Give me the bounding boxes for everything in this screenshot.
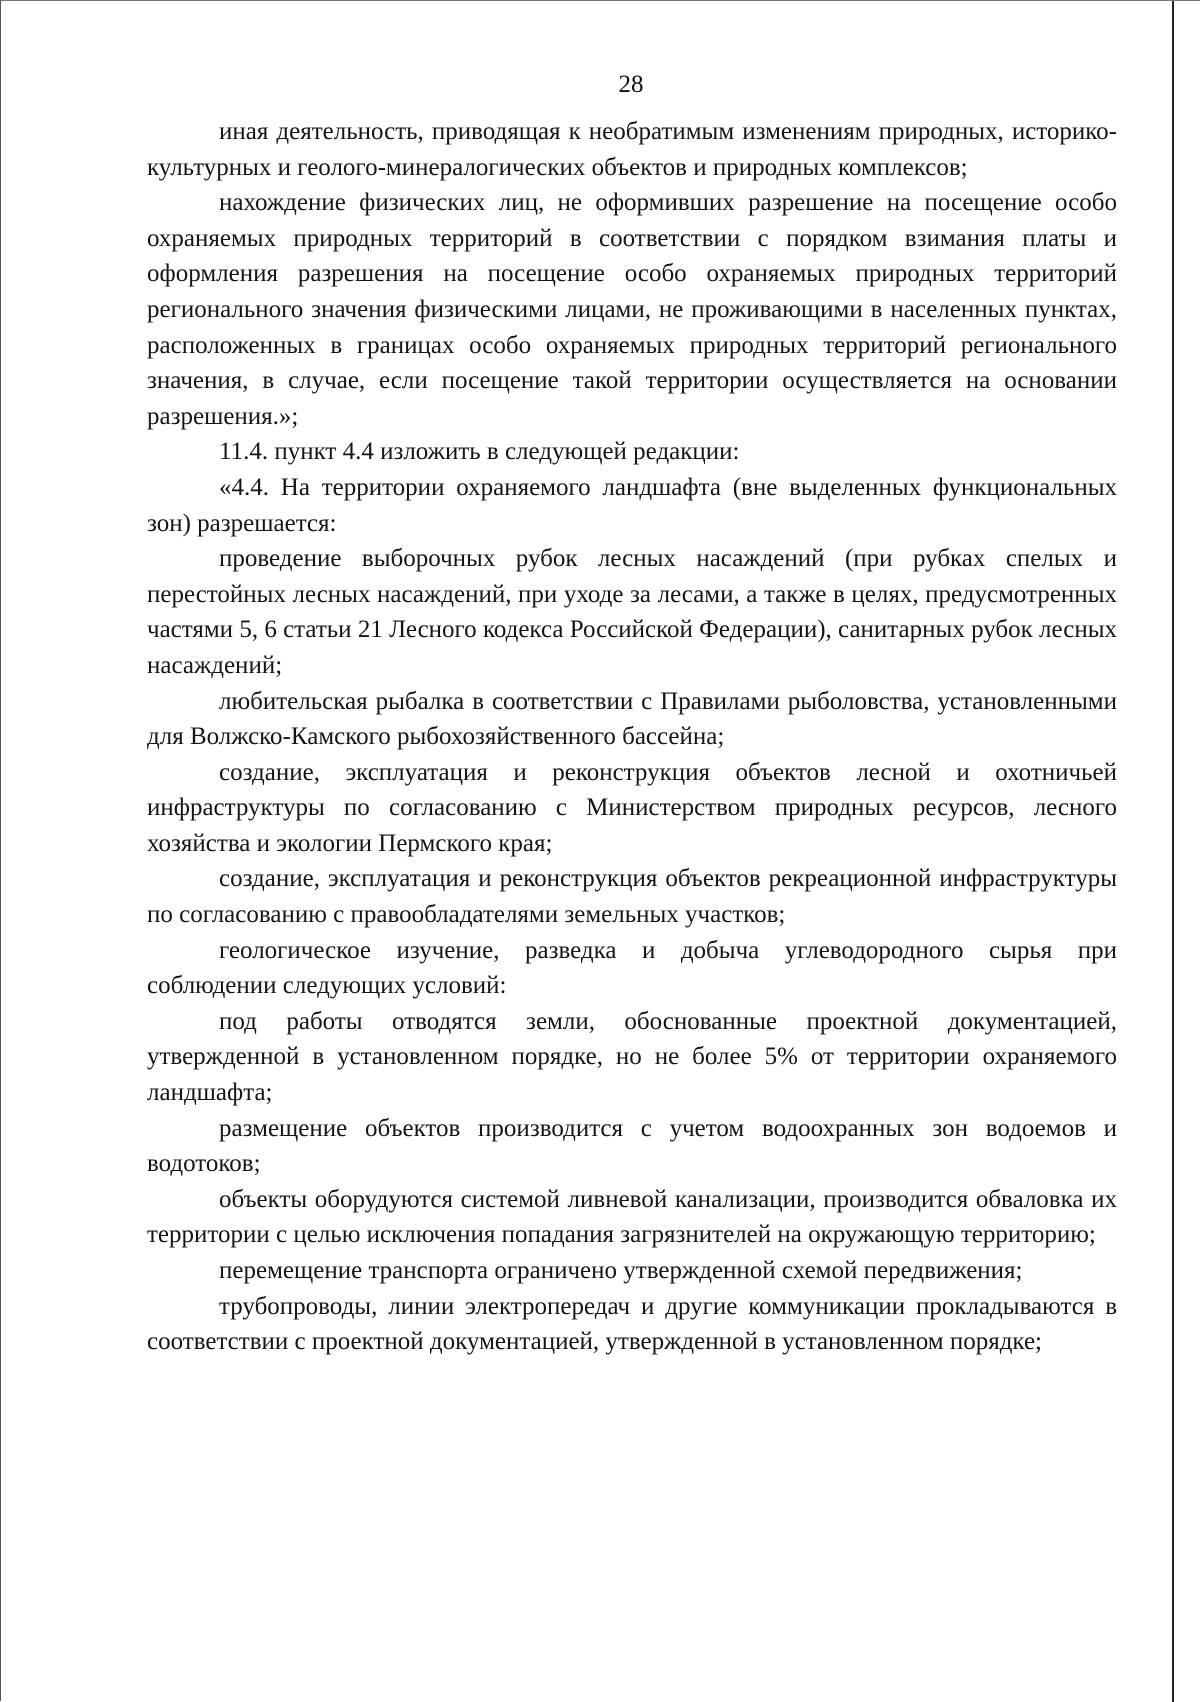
paragraph: проведение выборочных рубок лесных насаждений (при рубках спелых и перестойных лесных насаждений, при уходе за лесами, а также в целях, предусмотренных частями 5, 6 статьи 21 Лесного кодекса Российской Федерации), санитарных рубок лесных насаждений; [147,545,1117,679]
paragraph: под работы отводятся земли, обоснованные проектной документацией, утвержденной в установленном порядке, но не более 5% от территории охраняемого ландшафта; [147,1007,1117,1107]
scan-edge [1172,1,1190,1702]
paragraph: «4.4. На территории охраняемого ландшафта (вне выделенных функциональных зон) разрешается: [147,473,1117,537]
paragraph: трубопроводы, линии электропередач и другие коммуникации прокладываются в соответствии с проектной документацией, утвержденной в установленном порядке; [147,1292,1117,1356]
paragraph: перемещение транспорта ограничено утвержденной схемой передвижения; [219,1257,1023,1284]
paragraph: объекты оборудуются системой ливневой канализации, производится обваловка их территории с целью исключения попадания загрязнителей на окружающую территорию; [147,1185,1117,1249]
paragraph: нахождение физических лиц, не оформивших разрешение на посещение особо охраняемых природных территорий в соответствии с порядком взимания платы и оформления разрешения на посещение особо охраняемых природных территорий регионального значения физическими лицами, не проживающими в населенных пунктах, расположенных в границах особо охраняемых природных территорий регионального значения, в случае, если посещение такой территории осуществляется на основании разрешения.»; [147,189,1117,430]
paragraph: создание, эксплуатация и реконструкция объектов рекреационной инфраструктуры по согласованию с правообладателями земельных участков; [147,865,1117,929]
paragraph: 11.4. пункт 4.4 изложить в следующей редакции: [219,438,740,466]
paragraph: любительская рыбалка в соответствии с Правилами рыболовства, установленными для Волжско-Камского рыбохозяйственного бассейна; [147,687,1117,751]
paragraph: размещение объектов производится с учетом водоохранных зон водоемов и водотоков; [147,1114,1117,1178]
paragraph: иная деятельность, приводящая к необратимым изменениям природных, историко-культурных и геолого-минералогических объектов и природных комплексов; [147,118,1117,181]
document-body [147,114,1117,1360]
paragraph: создание, эксплуатация и реконструкция объектов лесной и охотничьей инфраструктуры по согласованию с Министерством природных ресурсов, лесного хозяйства и экологии Пермского края; [147,758,1117,857]
page-number: 28 [618,71,644,98]
paragraph: геологическое изучение, разведка и добыча углеводородного сырья при соблюдении следующих условий: [147,936,1117,1000]
